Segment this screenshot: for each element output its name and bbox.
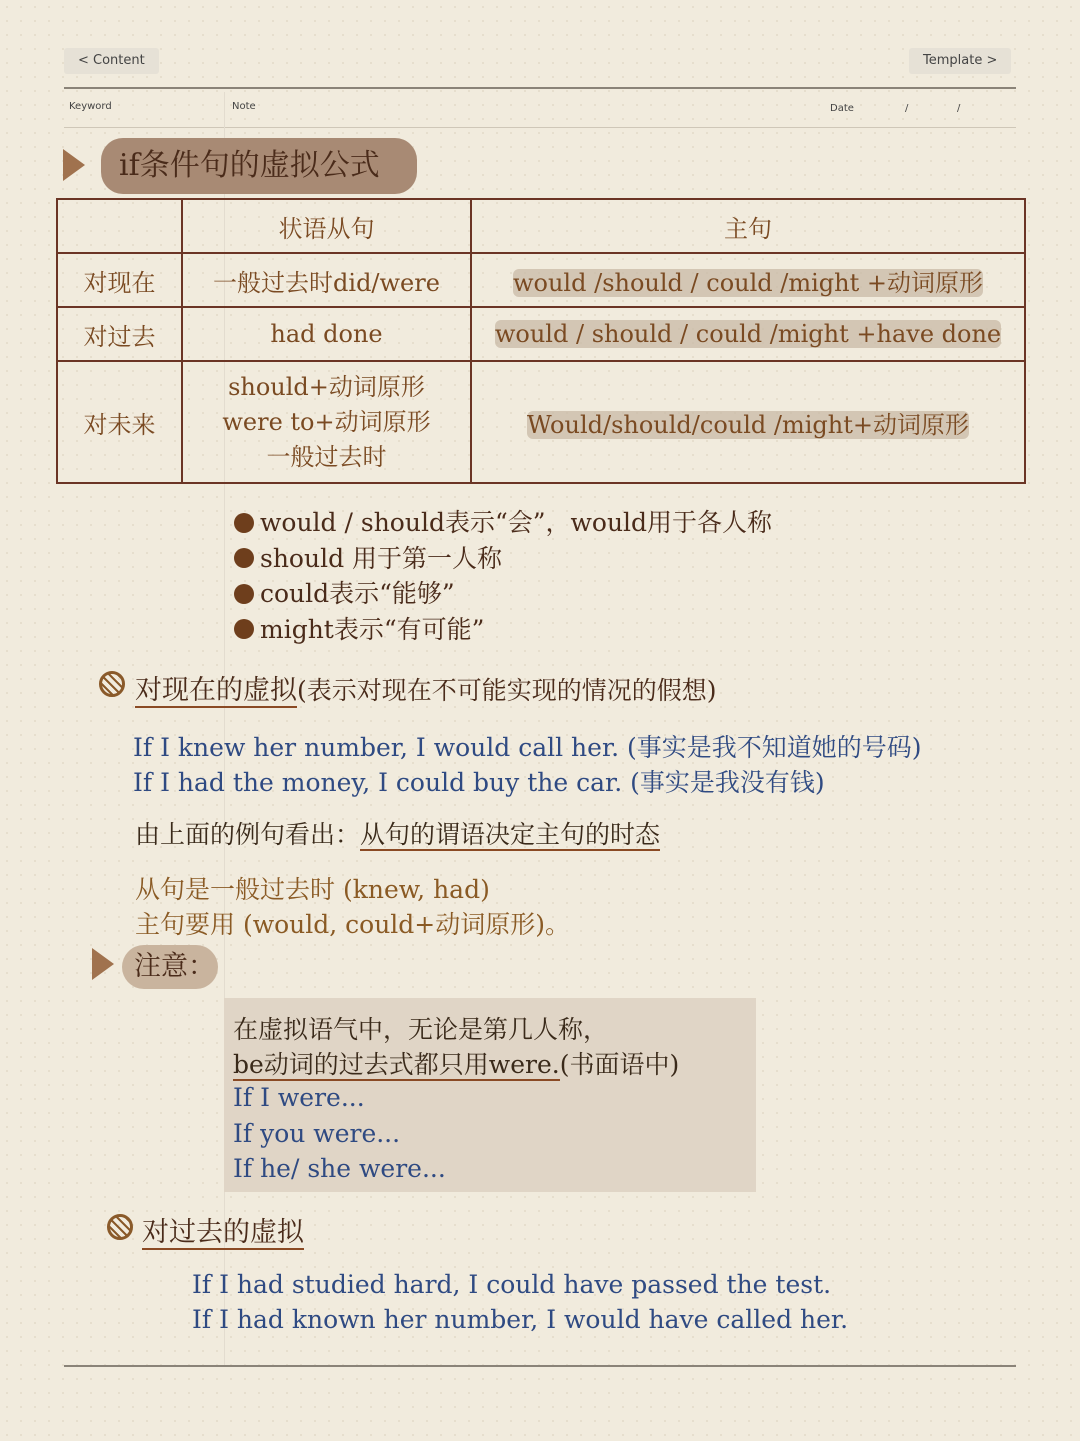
keyword-label: Keyword [69,101,112,112]
table-corner [57,199,182,253]
bullet-dot-icon [234,584,254,604]
template-button[interactable]: Template > [909,48,1011,74]
clause-cell: 一般过去时did/were [182,253,471,307]
present-example-1: If I knew her number, I would call her. (事实是我不知道她的号码) [133,733,922,762]
past-heading-title: 对过去的虚拟 [142,1217,304,1248]
date-separator: / [957,103,961,114]
footer-divider [64,1365,1016,1367]
formula-table [56,198,1026,484]
notice-example-1: If I were... [233,1083,365,1112]
bullet-dot-icon [234,619,254,639]
list-item-text: would / should表示“会”，would用于各人称 [260,508,773,538]
modal-verb-list [234,505,772,647]
date-separator: / [905,103,909,114]
list-item-text: might表示“有可能” [260,614,485,644]
clause-cell [182,361,471,483]
notice-line-2 [233,1045,679,1081]
present-heading [135,668,717,707]
triangle-marker-icon [63,149,85,181]
bullet-dot-icon [234,513,254,533]
table-row [57,361,1025,483]
main-cell [471,307,1025,361]
table-row [57,253,1025,307]
table-row [57,307,1025,361]
main-text: would /should / could /might +动词原形 [512,268,983,297]
page-title: if条件句的虚拟公式 [101,138,417,194]
bullet-dot-icon [234,548,254,568]
main-cell [471,253,1025,307]
notice-line-2-main: be动词的过去式都只用were. [233,1050,560,1079]
notice-label: 注意： [122,945,218,989]
triangle-marker-icon [92,948,114,980]
hatched-circle-icon [107,1214,133,1240]
main-text: would / should / could /might +have done [494,320,1002,348]
row-label: 对现在 [57,253,182,307]
table-header-clause: 状语从句 [182,199,471,253]
clause-rule: 从句是一般过去时 (knew, had) [135,875,490,904]
notice-example-3: If he/ she were... [233,1154,446,1183]
list-item-text: should 用于第一人称 [260,543,503,573]
clause-line: should+动词原形 [228,372,425,401]
header-underline [64,127,1016,128]
past-example-2: If I had known her number, I would have called her. [192,1305,849,1334]
table-header-main: 主句 [471,199,1025,253]
row-label: 对未来 [57,361,182,483]
notice-line-2-note: (书面语中) [559,1050,680,1079]
row-label: 对过去 [57,307,182,361]
note-label: Note [232,101,256,112]
clause-cell: had done [182,307,471,361]
list-item [234,612,772,648]
main-cell [471,361,1025,483]
conclusion-prefix: 由上面的例句看出： [135,820,361,849]
list-item [234,541,772,577]
hatched-circle-icon [99,671,125,697]
back-content-button[interactable]: < Content [64,48,159,74]
list-item-text: could表示“能够” [260,579,455,609]
list-item [234,505,772,541]
header-divider [64,87,1016,89]
present-heading-title: 对现在的虚拟 [135,675,297,706]
clause-line: were to+动词原形 [222,407,431,436]
present-heading-note: (表示对现在不可能实现的情况的假想) [297,676,717,705]
list-item [234,576,772,612]
clause-line: 一般过去时 [266,442,387,471]
main-text: Would/should/could /might+动词原形 [527,410,969,439]
conclusion-line [135,815,660,851]
notice-line-1: 在虚拟语气中，无论是第几人称， [233,1015,609,1044]
notice-example-2: If you were... [233,1119,401,1148]
main-rule: 主句要用 (would, could+动词原形)。 [135,910,570,939]
past-heading [142,1210,304,1249]
date-label: Date [830,103,854,114]
past-example-1: If I had studied hard, I could have passed the test. [192,1270,832,1299]
conclusion-text: 从句的谓语决定主句的时态 [360,820,661,849]
present-example-2: If I had the money, I could buy the car. (事实是我没有钱) [133,768,825,797]
